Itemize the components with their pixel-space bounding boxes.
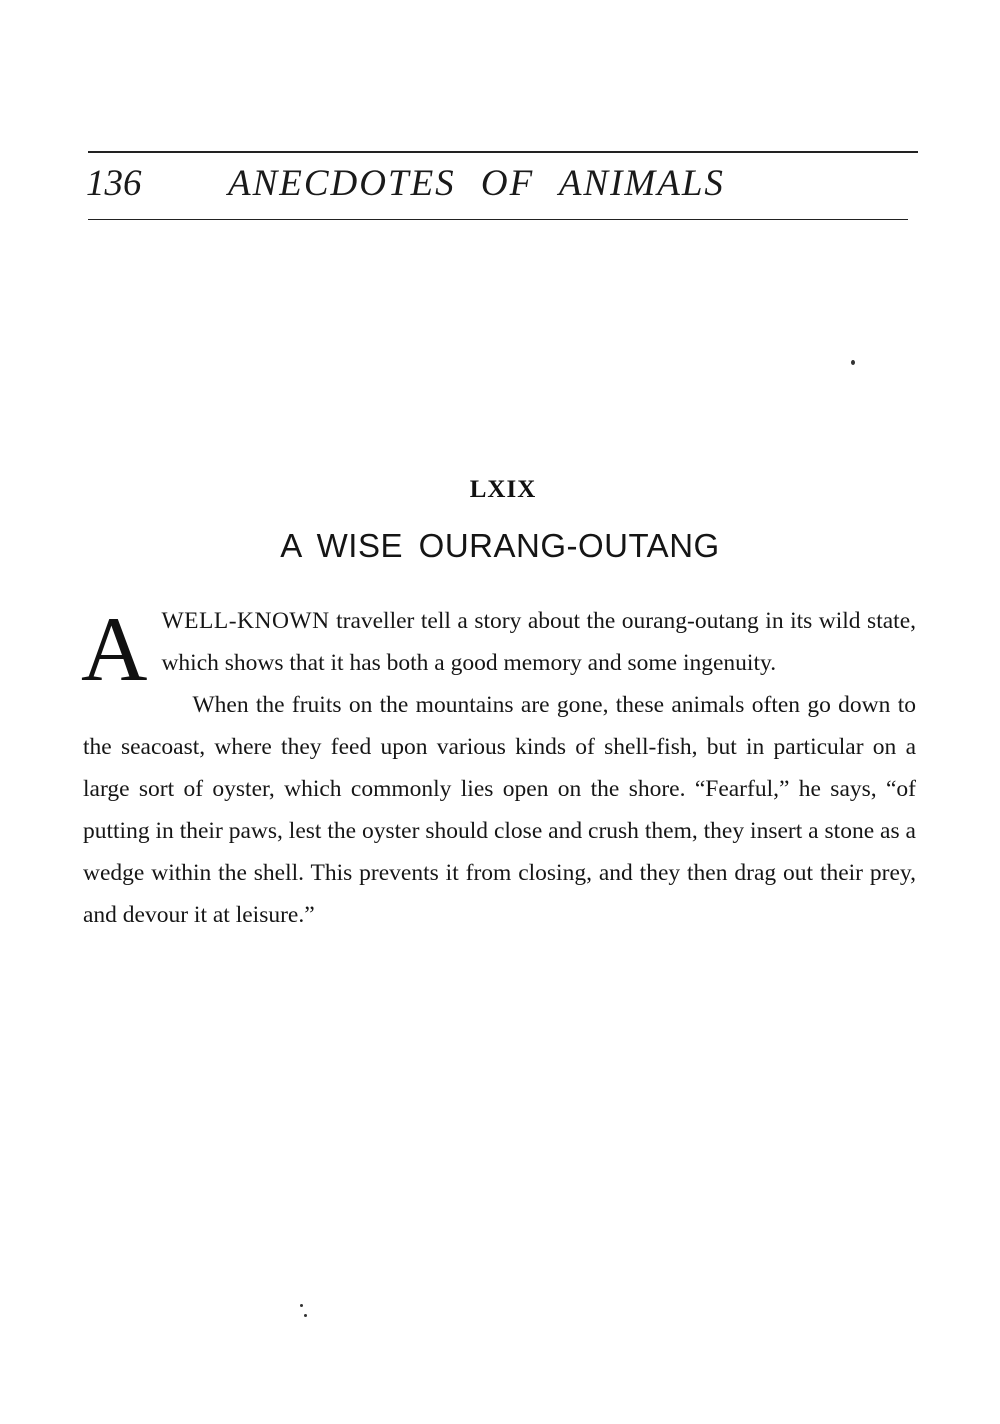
print-speck: [304, 1314, 307, 1317]
chapter-title: A WISE OURANG-OUTANG: [280, 527, 720, 564]
paragraph-1: [81, 598, 916, 700]
paragraph-2: When the fruits on the mountains are gone, these animals often go down to the seacoast, where they feed upon various kinds of shell-fish, but in particular on a large sort of oyster, which commonly lies open on the shore. “Fearful,” he says, “of putting in their paws, lest the oyster should close and crush them, they insert a stone as a wedge within the shell. This prevents it from closing, and they then drag out their prey, and devour it at leisure.”: [83, 692, 916, 928]
page-number: 136: [86, 163, 142, 204]
header-bottom-rule: [88, 219, 908, 220]
drop-cap: A: [81, 598, 148, 700]
running-head-title: ANECDOTES OF ANIMALS: [228, 163, 725, 204]
print-speck: [851, 360, 855, 365]
paragraph-1-text: traveller tell a story about the ourang-outang in its wild state, which shows that it has both a good memory and some ingenuity.: [161, 608, 916, 676]
story-text: [83, 600, 916, 936]
print-speck: [300, 1304, 303, 1307]
header-top-rule: [88, 151, 918, 153]
running-head: [0, 160, 1000, 212]
first-words: WELL-KNOWN: [161, 608, 330, 634]
chapter-number: LXIX: [469, 476, 537, 503]
